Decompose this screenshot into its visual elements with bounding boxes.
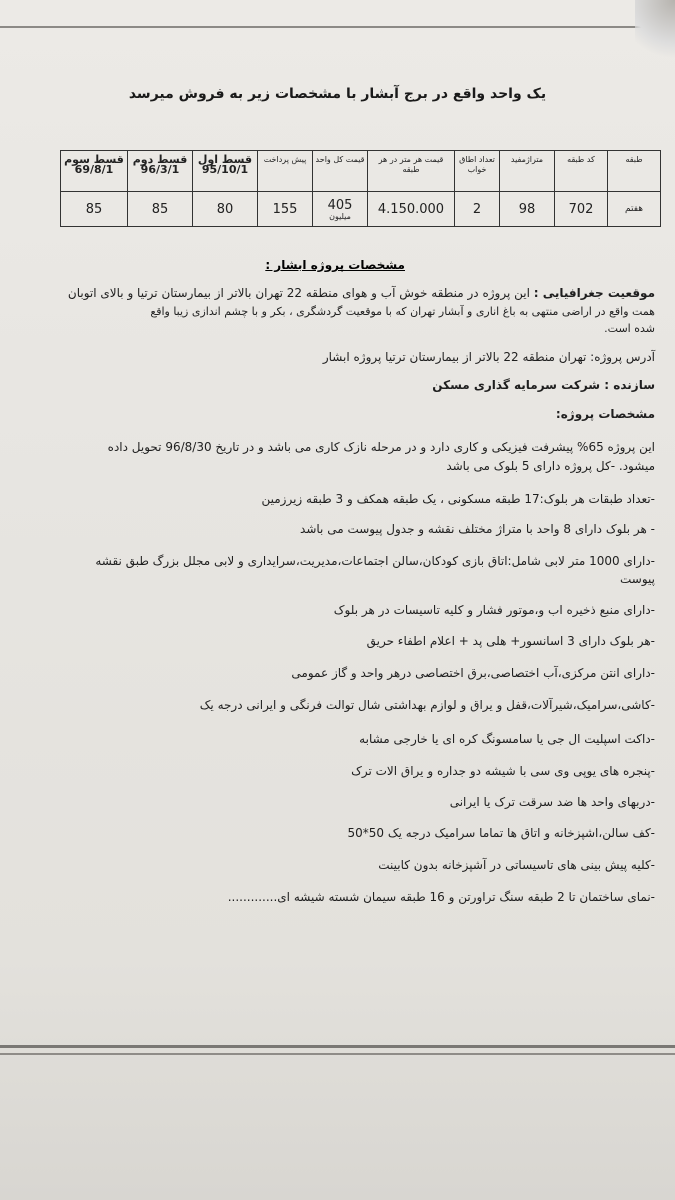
header-floor-code: کد طبقه [555,151,608,192]
bottom-rule-thin [0,1053,675,1055]
header-installment-1: قسط اول 95/10/1 [193,151,258,192]
total-price-value: 405 [327,197,353,213]
list-item: -دارای منبع ذخیره اب و،موتور فشار و کلیه تاسیسات در هر بلوک [333,603,655,617]
table-header-row [61,151,661,192]
header-down-payment: پیش پرداخت [258,151,313,192]
list-item: پیوست [620,572,655,586]
top-rule [0,26,675,28]
cell-total-price [313,192,368,227]
cell-bedrooms: 2 [455,192,500,227]
features-title: مشخصات پروژه: [555,407,655,421]
header-installment-2: قسط دوم 96/3/1 [128,151,193,192]
cell-price-per-meter: 4.150.000 [368,192,455,227]
cell-installment-2: 85 [128,192,193,227]
cell-floor: هفتم [608,192,661,227]
list-item: -کف سالن،اشپزخانه و اتاق ها تماما سرامیک درجه یک 50*50 [347,826,655,840]
project-address: آدرس پروژه: تهران منطقه 22 بالاتر از بیمارستان ترتیا پروژه ابشار [322,350,655,364]
header-bedrooms: تعداد اطاق خواب [455,151,500,192]
list-item: -داکت اسپلیت ال جی یا سامسونگ کره ای یا خارجی مشابه [359,732,655,746]
list-item: -دربهای واحد ها ضد سرقت ترک یا ایرانی [449,795,655,809]
progress-line-1: این پروژه 65% پیشرفت فیزیکی و کاری دارد و در مرحله نازک کاری می باشد و در تاریخ 96/8/30 تحویل داده [107,440,655,454]
location-label: موقعیت جغرافیایی : [533,286,655,300]
location-line-2: همت واقع در اراضی منتهی به باغ اناری و آبشار تهران که با موقعیت گردشگری ، بکر و با چشم اندازی زیبا واقع [150,305,655,318]
document-title: یک واحد واقع در برج آبشار با مشخصات زیر به فروش میرسد [128,86,547,102]
header-floor: طبقه [608,151,661,192]
list-item: -پنجره های یوپی وی سی با شیشه دو جداره و یراق الات ترک [351,764,655,778]
builder: سازنده : شرکت سرمایه گذاری مسکن [432,378,655,392]
list-item: -هر بلوک دارای 3 اسانسور+ هلی پد + اعلام اطفاء حریق [366,634,655,648]
section-title: مشخصات پروژه ابشار : [265,258,405,272]
header-area: متراژمفید [500,151,555,192]
list-item: -دارای انتن مرکزی،آب اختصاصی،برق اختصاصی درهر واحد و گاز عمومی [291,666,655,680]
header-installment-3: قسط سوم 69/8/1 [61,151,128,192]
list-item: -تعداد طبقات هر بلوک:17 طبقه مسکونی ، یک طبقه همکف و 3 طبقه زیرزمین [261,492,655,506]
cell-floor-code: 702 [555,192,608,227]
progress-line-2: میشود. -کل پروژه دارای 5 بلوک می باشد [446,459,655,473]
table-row [61,192,661,227]
header-total-price: قیمت کل واحد [313,151,368,192]
location-line-3: شده است. [604,322,655,335]
cell-down-payment: 155 [258,192,313,227]
list-item: -دارای 1000 متر لابی شامل:اتاق بازی کودکان،سالن اجتماعات،مدیریت،سرایداری و لابی مجلل بزرگ طبق نقشه [95,554,655,568]
location-text-1: این پروژه در منطقه خوش آب و هوای منطقه 22 تهران بالاتر از بیمارستان ترتیا و بالای اتوبان [67,286,530,300]
location-line-1 [20,286,655,300]
cell-area: 98 [500,192,555,227]
total-price-unit: میلیون [329,211,351,221]
unit-spec-table [60,150,661,227]
page-shadow [635,0,675,60]
list-item: - هر بلوک دارای 8 واحد با متراژ مختلف نقشه و جدول پیوست می باشد [300,522,655,536]
bottom-rule [0,1045,675,1048]
list-item: -کلیه پیش بینی های تاسیساتی در آشپزخانه بدون کابینت [378,858,655,872]
cell-installment-1: 80 [193,192,258,227]
cell-installment-3: 85 [61,192,128,227]
list-item: -کاشی،سرامیک،شیرآلات،قفل و یراق و لوازم بهداشتی شال توالت فرنگی و ایرانی درجه یک [199,698,655,712]
list-item: -نمای ساختمان تا 2 طبقه سنگ تراورتن و 16 طبقه سیمان شسته شیشه ای............. [227,890,655,904]
header-price-per-meter: قیمت هر متر در هر طبقه [368,151,455,192]
